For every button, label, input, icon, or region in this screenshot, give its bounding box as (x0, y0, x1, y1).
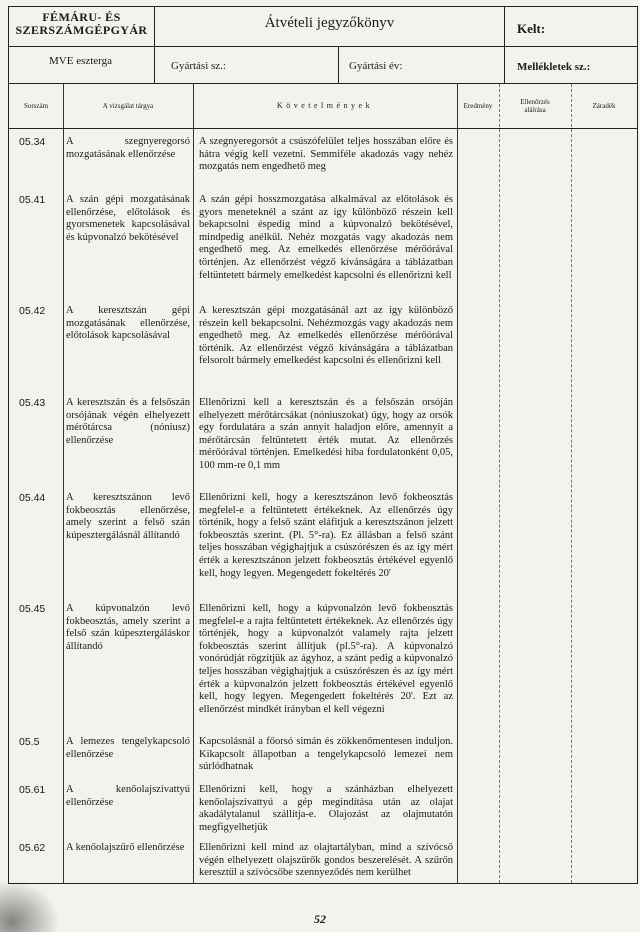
column-header-requirements: Követelmények (276, 101, 374, 110)
page-number: 52 (314, 912, 326, 926)
document-title: Átvételi jegyzőkönyv (155, 7, 505, 47)
row-code: 05.44 (19, 492, 46, 504)
row-requirement: Ellenőrizni kell, hogy a kúpvonalzón levő fokbeosztás megfelel-e a rajta feltüntetett értékeknek. Az ellenőrzés úgy történjék, hogy a kúpvonalzót valamely rajta jelzett fokbeosztás szerint állítjuk (pl.5°-ra). A kúpvonalzó vonórúdját rögzítjük az ágyhoz, a szánt pedig a kúpvonalzó teljes hosszában végighajtjuk a csúszórészen és az így mért érték a kúpvonalzón jelzett fokbeosztás értékével egyenlő kell, hogy legyen. Megengedett fokeltérés 20'. Ezt az ellenőrzést mindkét irányban el kell végezni (199, 603, 453, 715)
row-requirement: A szán gépi hosszmozgatása alkalmával az előtolások és gyors meneteknél a szánt az így különböző részein kell bekapcsolni éspedig mind a kúpvonalzó bekötésével, mindpedig anélkül. Nehéz mozgatás vagy akadozás nem engedhető meg. Az emelkedés ellenőrzése mérőórával történjen. Az ellenőrzést végző kívánságára a táblázatban feltüntetett bármely emelkedést kapcsolni és ellenőrizni kell (199, 194, 453, 281)
row-subject: A keresztszánon levő fokbeosztás ellenőrzése, amely szerint a felső szán kúpesztergálásnál állítandó (66, 492, 190, 541)
year-of-manufacture-field: Gyártási év: (339, 47, 505, 83)
row-code: 05.34 (19, 136, 46, 148)
row-code: 05.5 (19, 736, 40, 748)
row-requirement: Kapcsolásnál a főorsó simán és zökkenőmentesen induljon. Kikapcsolt állapotban a tengelykapcsoló lemezei nem súrlódhatnak (199, 736, 453, 773)
column-divider (193, 84, 194, 883)
column-header-subject: A vizsgálat tárgya (102, 102, 154, 110)
column-header-inspector-line-1: Ellenőrzés (520, 98, 550, 106)
column-header-inspector-line-2: aláírása (524, 106, 546, 114)
attachments-field: Mellékletek sz.: (517, 61, 591, 73)
column-divider (63, 84, 64, 883)
row-code: 05.61 (19, 784, 46, 796)
row-subject: A kenőolajszűrő ellenőrzése (66, 842, 185, 853)
column-divider (571, 84, 572, 883)
row-requirement: Ellenőrizni kell, hogy a szánházban elhelyezett kenőolajszivattyú a gép megindítása után az olajat akadálytalanul szállítja-e. Olajozást az olajmutatón megfigyelhetjük (199, 784, 453, 833)
column-divider (457, 84, 458, 883)
company-name-line-2: SZERSZÁMGÉPGYÁR (15, 23, 148, 37)
row-requirement: Ellenőrizni kell, hogy a keresztszánon levő fokbeosztás megfelel-e a feltüntetett értékeknek. Az ellenőrzés úgy történik, hogy a felső szánt eláfitjuk a keresztszánon jelzett fokbeosztás szerint. (Pl. 5°-ra). Ez állásban a felső szánt teljes hosszában végighajtjuk a csúszórészen és az így mért érték a keresztszánon jelzett fokbeosztás értékével egyenlő kell, hogy legyen. Megengedett fokeltérés 20' (199, 492, 453, 579)
row-subject: A kúpvonalzón levő fokbeosztás, amely szerint a felső szán kúpesztergáláskor állítandó (66, 603, 190, 652)
row-code: 05.45 (19, 603, 46, 615)
row-subject: A lemezes tengelykapcsoló ellenőrzése (66, 736, 190, 760)
column-header-inspector-signature (499, 84, 571, 128)
row-code: 05.41 (19, 194, 46, 206)
row-subject: A keresztszán gépi mozgatásának ellenőrzése, előtolások kapcsolásával (66, 305, 190, 342)
column-divider (499, 84, 500, 883)
row-subject: A szán gépi mozgatásának ellenőrzése, előtolások és gyorsmenetek kapcsolásával és kúpvonalzó bekötésével (66, 194, 190, 243)
header-separator (9, 128, 637, 129)
row-subject: A szegnyeregorsó mozgatásának ellenőrzése (66, 136, 190, 160)
company-name-line-1: FÉMÁRU- ÉS (42, 10, 121, 24)
row-requirement: A keresztszán gépi mozgatásánál azt az így különböző részein kell bekapcsolni. Nehézmozgás vagy akadozás nem engedhető meg. Az emelkedés ellenőrzése mérőórával történik. Az ellenőrzést végző kívánságára a táblázatban felsorolt bármely emelkedést kapcsolni és ellenőrizni kell (199, 305, 453, 367)
company-name (9, 7, 155, 47)
row-requirement: Ellenőrizni kell a keresztszán és a felsőszán orsóján elhelyezett mérőtárcsákat (nóniuszokat) úgy, hogy az orsók egy fordulatára a szán annyit haladjon előre, amennyit a mérőtárcsán feltüntetett érték mutat. Az ellenőrzés mérőórával történjen. Emelkedési hiba fordulatonként 0,05, 100 mm-re 0,1 mm (199, 397, 453, 471)
machine-name: MVE eszterga (9, 47, 155, 83)
form-header (8, 6, 638, 84)
row-code: 05.42 (19, 305, 46, 317)
row-requirement: A szegnyeregorsót a csúszófelület teljes hosszában előre és hátra végig kell vezetni. Semmiféle akadozás vagy nehéz mozgatás nem engedhető meg (199, 136, 453, 173)
inspection-table (8, 84, 638, 884)
column-header-result: Eredmény (463, 102, 493, 110)
serial-number-field: Gyártási sz.: (155, 47, 339, 83)
row-subject: A keresztszán és a felsőszán orsójának végén elhelyezett mérőtárcsa (nóniusz) ellenőrzése (66, 397, 190, 446)
row-subject: A kenőolajszivattyú ellenőrzése (66, 784, 190, 808)
row-code: 05.43 (19, 397, 46, 409)
column-header-clause: Záradék (592, 102, 616, 110)
kelt-field: Kelt: (505, 7, 637, 47)
row-code: 05.62 (19, 842, 46, 854)
row-requirement: Ellenőrizni kell mind az olajtartályban, mind a szívócső végén elhelyezett olajszűrők gondos beszerelését. A szűrőn keresztül a szívócsőbe szennyeződés nem kerülhet (199, 842, 453, 879)
column-header-sorszam: Sorszám (23, 102, 49, 110)
